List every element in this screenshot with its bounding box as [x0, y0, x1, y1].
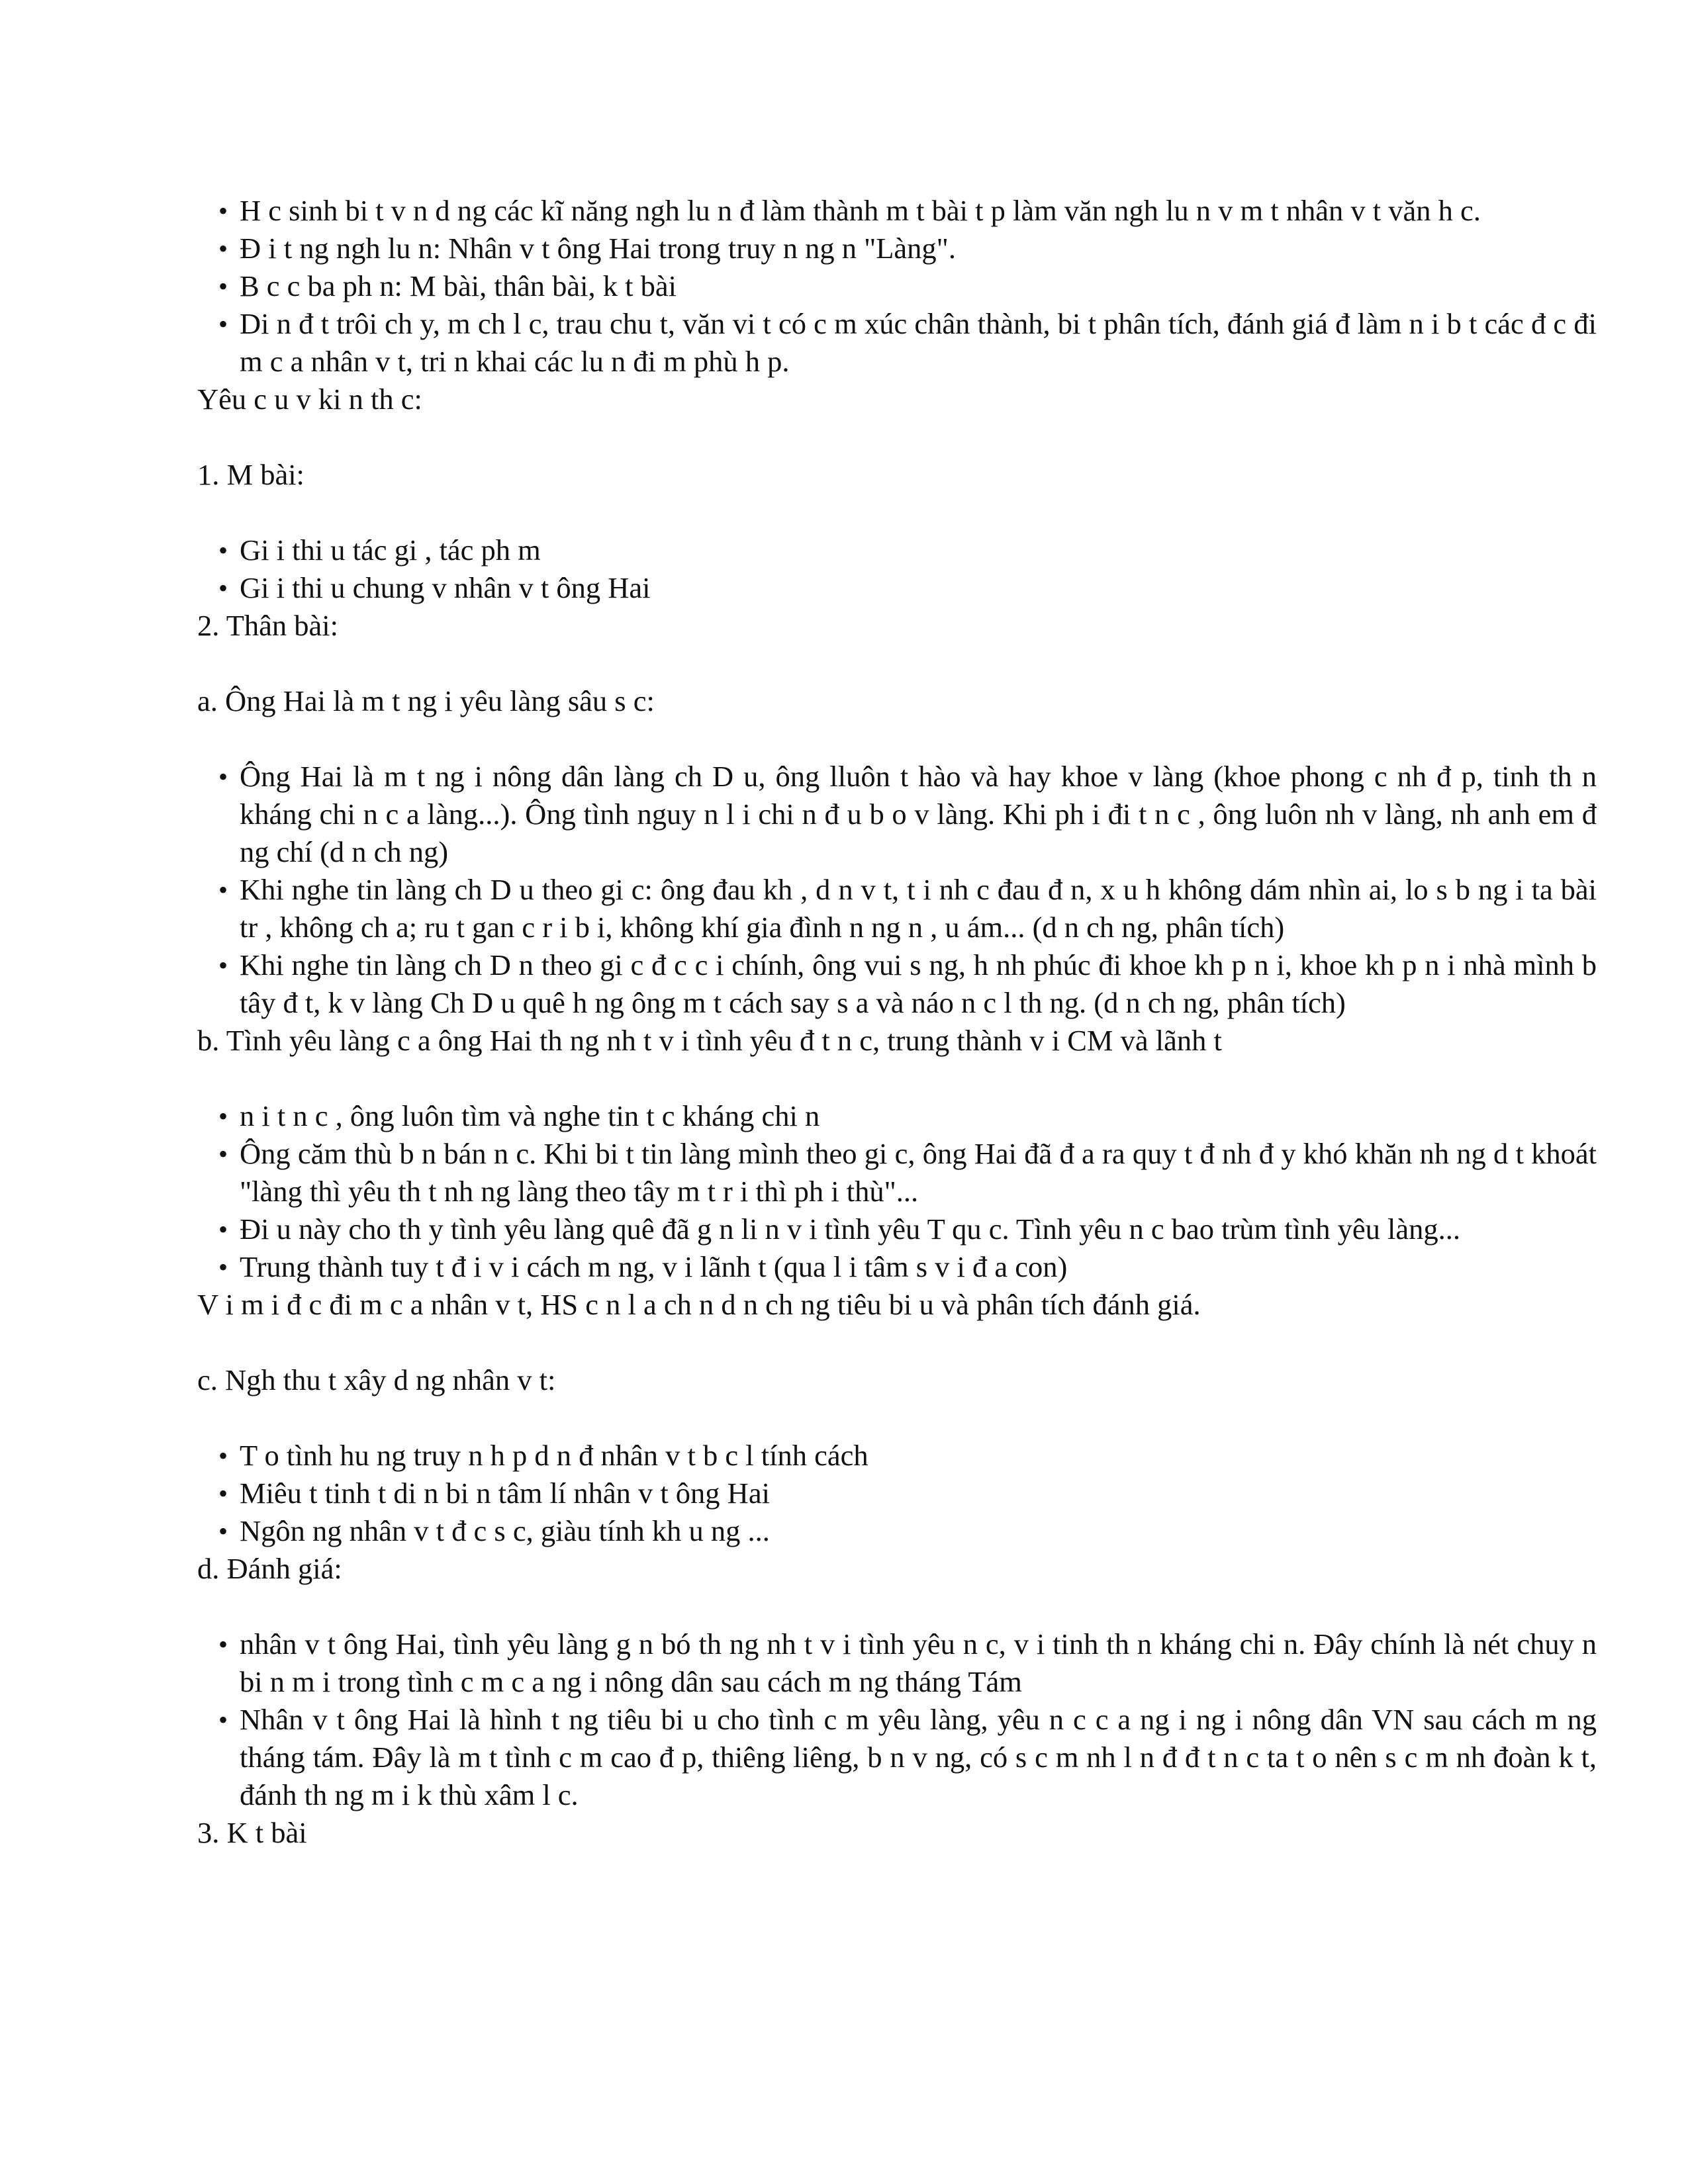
- bullet-icon: •: [218, 535, 228, 565]
- subsection-b-list: [197, 1097, 1597, 1286]
- section-heading-mo-bai: 1. M bài:: [197, 458, 305, 491]
- list-item: • Gi i thi u chung v nhân v t ông Hai: [238, 569, 1597, 607]
- subsection-a-list: [197, 758, 1597, 1022]
- bullet-icon: •: [218, 950, 228, 980]
- subsection-heading-d: d. Đánh giá:: [197, 1552, 342, 1585]
- bullet-icon: •: [218, 271, 228, 301]
- subsection-c-list: [197, 1437, 1597, 1550]
- list-item: • T o tình hu ng truy n h p d n đ nhân v t b c l tính cách: [238, 1437, 1597, 1475]
- bullet-icon: •: [218, 1252, 228, 1282]
- bullet-icon: •: [218, 1516, 228, 1546]
- list-item: • Miêu t tinh t di n bi n tâm lí nhân v t ông Hai: [238, 1475, 1597, 1512]
- list-item: • H c sinh bi t v n d ng các kĩ năng ngh lu n đ làm thành m t bài t p làm văn ngh lu n v m t nhân v t văn h c.: [238, 192, 1597, 230]
- bullet-icon: •: [218, 1629, 228, 1659]
- bullet-icon: •: [218, 762, 228, 792]
- list-item: • nhân v t ông Hai, tình yêu làng g n bó th ng nh t v i tình yêu n c, v i tinh th n kháng chi n. Đây chính là nét chuy n bi n m i trong tình c m c a ng i nông dân sau cách m ng tháng Tám: [238, 1625, 1597, 1701]
- bullet-icon: •: [218, 1441, 228, 1471]
- list-item: • Khi nghe tin làng ch D n theo gi c đ c c i chính, ông vui s ng, h nh phúc đi khoe kh p n i, khoe kh p n i nhà mình b tây đ t, k v làng Ch D u quê h ng ông m t cách say s a và náo n c l th ng. (d n ch ng, phân tích): [238, 946, 1597, 1022]
- bullet-icon: •: [218, 1479, 228, 1508]
- list-item: • Trung thành tuy t đ i v i cách m ng, v i lãnh t (qua l i tâm s v i đ a con): [238, 1248, 1597, 1286]
- subsection-heading-a: a. Ông Hai là m t ng i yêu làng sâu s c:: [197, 684, 655, 717]
- list-item: • Đi u này cho th y tình yêu làng quê đã g n li n v i tình yêu T qu c. Tình yêu n c bao trùm tình yêu làng...: [238, 1210, 1597, 1248]
- bullet-icon: •: [218, 573, 228, 603]
- bullet-icon: •: [218, 1101, 228, 1131]
- list-item: • Nhân v t ông Hai là hình t ng tiêu bi u cho tình c m yêu làng, yêu n c c a ng i ng i nông dân VN sau cách m ng tháng tám. Đây là m t tình c m cao đ p, thiêng liêng, b n v ng, có s c m nh l n đ đ t n c ta t o nên s c m nh đoàn k t, đánh th ng m i k thù xâm l c.: [238, 1701, 1597, 1814]
- bullet-icon: •: [218, 309, 228, 339]
- list-item: • Ngôn ng nhân v t đ c s c, giàu tính kh u ng ...: [238, 1512, 1597, 1550]
- intro-list: [197, 192, 1597, 381]
- section-heading-ket-bai: 3. K t bài: [197, 1816, 307, 1849]
- bullet-icon: •: [218, 875, 228, 905]
- subsection-d-list: [197, 1625, 1597, 1814]
- bullet-icon: •: [218, 196, 228, 226]
- section1-list: [197, 531, 1597, 607]
- bullet-icon: •: [218, 234, 228, 263]
- bullet-icon: •: [218, 1705, 228, 1735]
- list-item: • Di n đ t trôi ch y, m ch l c, trau chu t, văn vi t có c m xúc chân thành, bi t phân tích, đánh giá đ làm n i b t các đ c đi m c a nhân v t, tri n khai các lu n đi m phù h p.: [238, 305, 1597, 381]
- list-item: • B c c ba ph n: M bài, thân bài, k t bài: [238, 267, 1597, 305]
- list-item: • Ông Hai là m t ng i nông dân làng ch D u, ông lluôn t hào và hay khoe v làng (khoe phong c nh đ p, tinh th n kháng chi n c a làng...). Ông tình nguy n l i chi n đ u b o v làng. Khi ph i đi t n c , ông luôn nh v làng, nh anh em đ ng chí (d n ch ng): [238, 758, 1597, 871]
- subsection-heading-c: c. Ngh thu t xây d ng nhân v t:: [197, 1363, 556, 1396]
- list-item: • Ông căm thù b n bán n c. Khi bi t tin làng mình theo gi c, ông Hai đã đ a ra quy t đ nh đ y khó khăn nh ng d t khoát "làng thì yêu th t nh ng làng theo tây m t r i thì ph i thù"...: [238, 1135, 1597, 1210]
- subsection-heading-b: b. Tình yêu làng c a ông Hai th ng nh t v i tình yêu đ t n c, trung thành v i CM và lãnh t: [197, 1024, 1222, 1057]
- list-item: • Khi nghe tin làng ch D u theo gi c: ông đau kh , d n v t, t i nh c đau đ n, x u h không dám nhìn ai, lo s b ng i ta bài tr , không ch a; ru t gan c r i b i, không khí gia đình n ng n , u ám... (d n ch ng, phân tích): [238, 871, 1597, 946]
- document-page: [197, 192, 1597, 1852]
- requirements-heading: Yêu c u v ki n th c:: [197, 383, 422, 416]
- bullet-icon: •: [218, 1139, 228, 1169]
- list-item: • n i t n c , ông luôn tìm và nghe tin t c kháng chi n: [238, 1097, 1597, 1135]
- evaluation-note: V i m i đ c đi m c a nhân v t, HS c n l a ch n d n ch ng tiêu bi u và phân tích đánh giá.: [197, 1288, 1201, 1321]
- section-heading-than-bai: 2. Thân bài:: [197, 609, 338, 642]
- bullet-icon: •: [218, 1214, 228, 1244]
- list-item: • Gi i thi u tác gi , tác ph m: [238, 531, 1597, 569]
- list-item: • Đ i t ng ngh lu n: Nhân v t ông Hai trong truy n ng n "Làng".: [238, 230, 1597, 267]
